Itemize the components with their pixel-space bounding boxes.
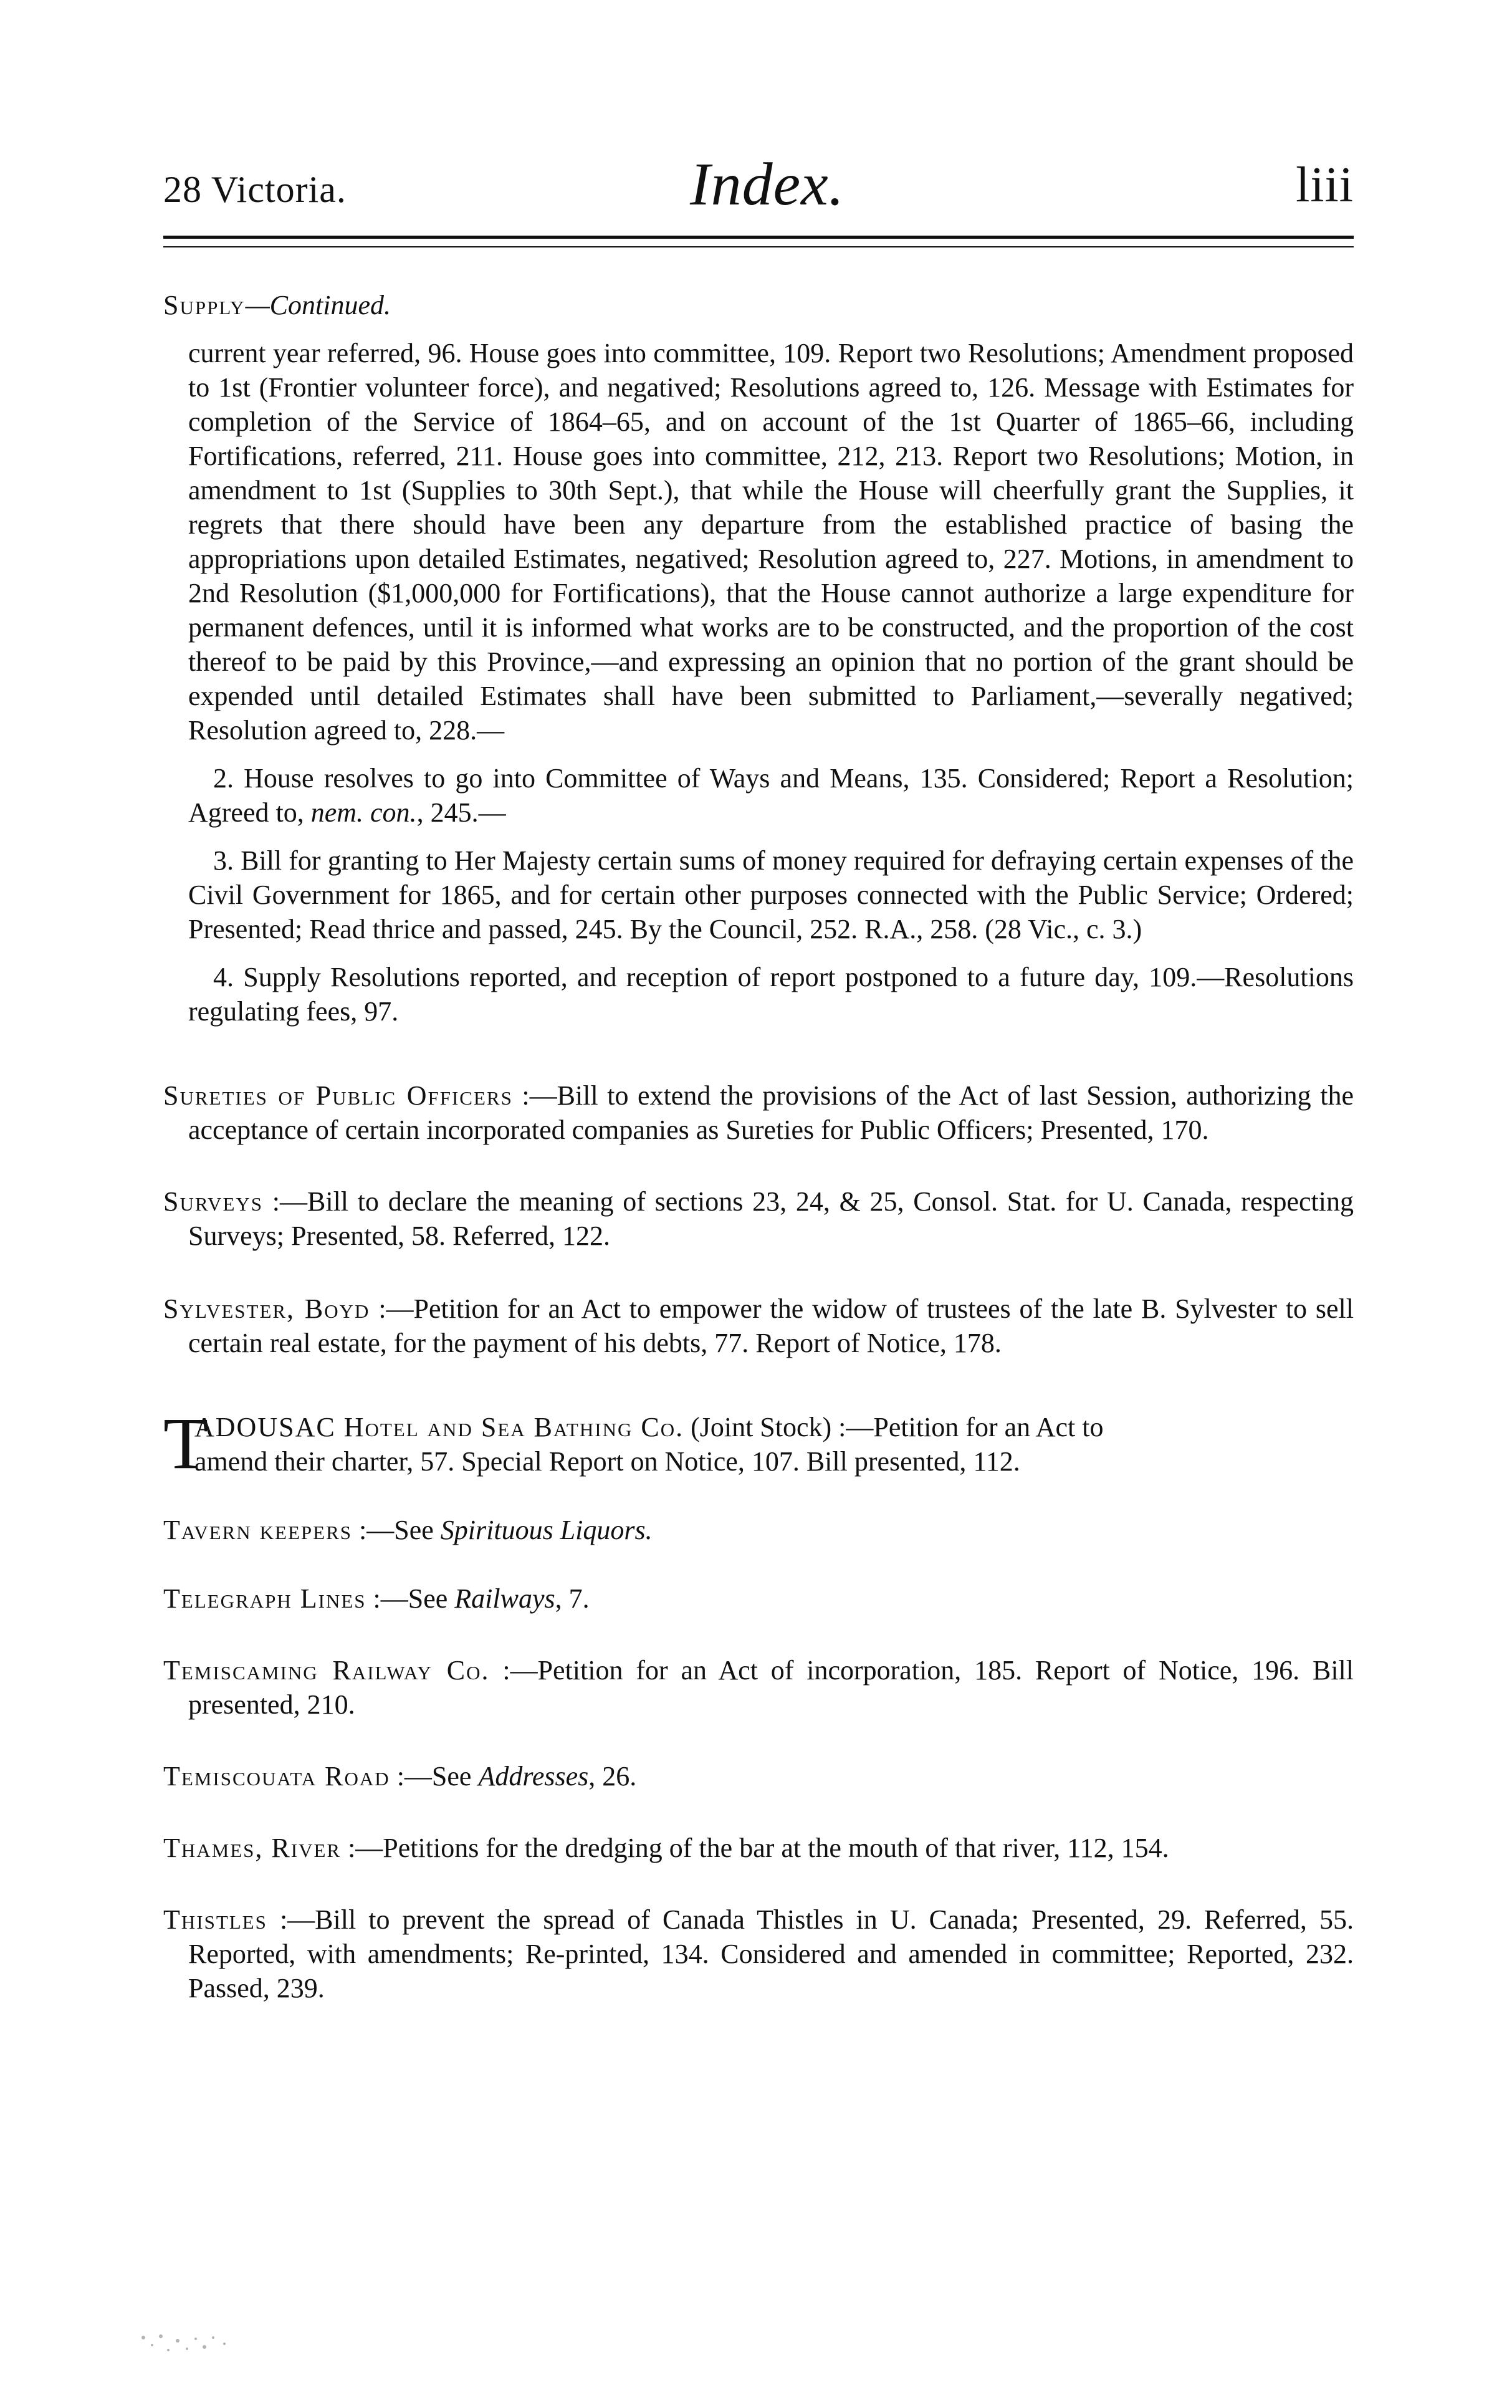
entry-heading-tadousac: ADOUSAC Hotel and Sea Bathing Co. [194, 1412, 684, 1442]
index-entry-sureties [163, 1078, 1354, 1147]
entry-ref-telegraph: Railways [454, 1583, 555, 1614]
running-header-left: 28 Victoria. [163, 169, 347, 210]
index-entry-temiscaming [163, 1653, 1354, 1722]
entry-heading-sylvester: Sylvester, Boyd [163, 1293, 370, 1324]
supply-paragraph-2-latin: nem. con. [310, 797, 417, 828]
entry-heading-telegraph: Telegraph Lines [163, 1583, 366, 1614]
entry-text-thistles: :—Bill to prevent the spread of Canada Thistles in U. Canada; Presented, 29. Referred, 55. Reported, with amendments; Re-printed, 134. Considered and amended in committee; Reported, 232. Passed, 239. [188, 1904, 1354, 2003]
index-entry-thistles [163, 1902, 1354, 2005]
supply-paragraph-2 [188, 761, 1354, 830]
print-blemish-mark [131, 2313, 318, 2369]
index-content [163, 288, 1354, 2005]
supply-paragraph-2-end: , 245.— [416, 797, 506, 828]
entry-num-temiscouata: , 26. [588, 1761, 637, 1792]
entry-heading-tavern: Tavern keepers [163, 1515, 353, 1545]
entry-text-surveys: :—Bill to declare the meaning of sections 23, 24, & 25, Consol. Stat. for U. Canada, respecting Surveys; Presented, 58. Referred, 122. [188, 1186, 1354, 1251]
supply-paragraph-4: 4. Supply Resolutions reported, and reception of report postponed to a future day, 109.—Resolutions regulating fees, 97. [188, 962, 1354, 1027]
continued-label: —Continued. [245, 290, 391, 320]
index-entry-sylvester [163, 1292, 1354, 1360]
entry-heading-thistles: Thistles [163, 1904, 267, 1935]
index-entry-tadousac [163, 1403, 1354, 1484]
entry-ref-tavern: Spirituous Liquors. [440, 1515, 653, 1545]
supply-paragraph-1: current year referred, 96. House goes into committee, 109. Report two Resolutions; Amendment proposed to 1st (Frontier volunteer force), and negatived; Resolutions agreed to, 126. Message with Estimates for completion of the Service of 1864–65, and on account of the 1st Quarter of 1865–66, including Fortifications, referred, 211. House goes into committee, 212, 213. Report two Resolutions; Motion, in amendment to 1st (Supplies to 30th Sept.), that while the House will cheerfully grant the Supplies, it regrets that there should have been any departure from the established practice of basing the appropriations upon detailed Estimates, negatived; Resolution agreed to, 227. Motions, in amendment to 2nd Resolution ($1,000,000 for Fortifications), that the House cannot authorize a large expenditure for permanent defences, until it is informed what works are to be constructed, and the proportion of the cost thereof to be paid by this Province,—and expressing an opinion that no portion of the grant should be expended until detailed Estimates shall have been submitted to Parliament,—severally negatived; Resolution agreed to, 228.— [188, 338, 1354, 746]
drop-cap-letter: T [163, 1403, 209, 1484]
entry-heading-thames: Thames, River [163, 1833, 342, 1863]
entry-heading-temiscouata: Temiscouata Road [163, 1761, 390, 1792]
entry-heading-sureties: Sureties of Public Officers [163, 1080, 513, 1111]
entry-ref-temiscouata: Addresses [478, 1761, 589, 1792]
entry-text-thames: :—Petitions for the dredging of the bar at the mouth of that river, 112, 154. [348, 1833, 1169, 1863]
entry-heading-temiscaming: Temiscaming Railway Co. [163, 1655, 490, 1686]
entry-text-temiscouata: :—See [396, 1761, 479, 1792]
entry-text-tavern: :—See [359, 1515, 441, 1545]
supply-heading: Supply [163, 290, 246, 320]
tadousac-line-2: amend their charter, 57. Special Report on Notice, 107. Bill presented, 112. [194, 1446, 1020, 1477]
page-number: liii [1296, 158, 1354, 213]
header-rule-thin [163, 246, 1354, 247]
entry-text-sureties: :—Bill to extend the provisions of the Act of last Session, authorizing the acceptance of certain incorporated companies as Sureties for Public Officers; Presented, 170. [188, 1080, 1354, 1145]
supply-continued-heading [163, 288, 1354, 322]
index-entry-temiscouata [163, 1759, 1354, 1793]
header-rule-thick [163, 236, 1354, 239]
index-entry-thames [163, 1831, 1354, 1865]
entry-text-temiscaming: :—Petition for an Act of incorporation, 185. Report of Notice, 196. Bill presented, 210. [188, 1655, 1354, 1720]
index-entry-surveys [163, 1184, 1354, 1253]
entry-num-telegraph: , 7. [555, 1583, 590, 1614]
index-entry-tavern [163, 1513, 1354, 1547]
running-header [163, 150, 1354, 224]
running-header-title: Index. [690, 151, 845, 218]
supply-paragraph-3: 3. Bill for granting to Her Majesty certain sums of money required for defraying certain expenses of the Civil Government for 1865, and for certain other purposes connected with the Public Service; Ordered; Presented; Read thrice and passed, 245. By the Council, 252. R.A., 258. (28 Vic., c. 3.) [188, 845, 1354, 944]
entry-heading-surveys: Surveys [163, 1186, 264, 1217]
tadousac-line-1-text: (Joint Stock) :—Petition for an Act to [684, 1412, 1104, 1442]
supply-paragraph-2-text: 2. House resolves to go into Committee of Ways and Means, 135. Considered; Report a Resolution; Agreed to, [188, 763, 1354, 828]
entry-text-sylvester: :—Petition for an Act to empower the widow of trustees of the late B. Sylvester to sell certain real estate, for the payment of his debts, 77. Report of Notice, 178. [188, 1293, 1354, 1358]
tadousac-line-1 [194, 1410, 1354, 1444]
index-entry-telegraph [163, 1581, 1354, 1616]
entry-text-telegraph: :—See [373, 1583, 455, 1614]
